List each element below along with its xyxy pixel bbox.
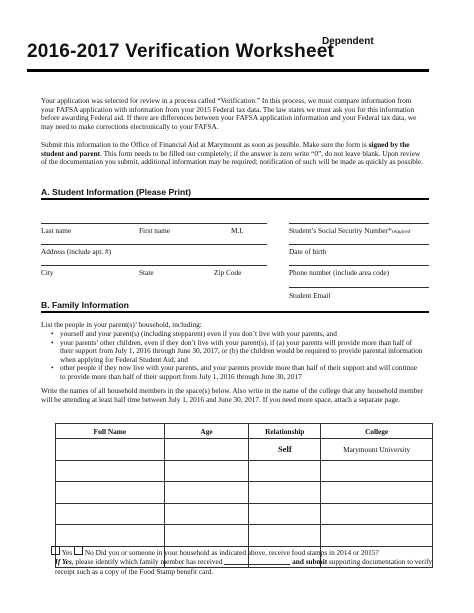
section-b-rule xyxy=(41,311,429,313)
intro-p2-bold: signed by the student and parent xyxy=(41,140,410,158)
cell-relationship[interactable] xyxy=(249,482,321,504)
phone-label: Phone number (include area code) xyxy=(289,268,390,277)
cell-college[interactable] xyxy=(321,482,433,504)
if-yes-label: If Yes xyxy=(55,557,72,566)
col-header-college: College xyxy=(321,424,433,439)
yes-checkbox[interactable] xyxy=(51,546,60,555)
col-header-full-name: Full Name xyxy=(56,424,165,439)
food-stamps-if-yes xyxy=(55,557,433,566)
zip-label: Zip Code xyxy=(214,268,242,277)
address-line[interactable] xyxy=(41,244,267,245)
food-stamps-question-row xyxy=(51,546,431,557)
family-list-intro: List the people in your parent(s)’ household, including: xyxy=(41,320,202,329)
ssn-label-text: Student’s Social Security Number* xyxy=(289,226,392,235)
family-bullets xyxy=(49,330,423,382)
bullet-list xyxy=(49,330,423,382)
intro-p2-text-2: . This form needs to be filled out completely; if the answer is zero write “0”, do not leave blank. Upon review of the documentation you submit, additional information may be required; notification of such will be made as quickly as possible. xyxy=(41,148,423,167)
mi-label: M.I. xyxy=(231,226,244,235)
cell-age[interactable] xyxy=(164,503,249,525)
ssn-line[interactable] xyxy=(289,223,429,224)
email-line[interactable] xyxy=(289,287,429,288)
intro-p2-text: Submit this information to the Office of Financial Aid at Marymount as soon as possible. Make sure the form is xyxy=(41,140,369,149)
cell-full-name[interactable] xyxy=(56,503,165,525)
dob-line[interactable] xyxy=(289,244,429,245)
cell-relationship[interactable] xyxy=(249,460,321,482)
email-label: Student Email xyxy=(289,291,331,300)
bullet-item: • your parents’ other children, even if they don’t live with your parent(s), if (a) your parents will provide more than half of their support from July 1, 2016 through June 30, 2017, or (b) the children would be required to provide parental information when applying for Federal Student Aid, and xyxy=(49,339,423,365)
title-rule xyxy=(27,69,429,72)
section-a-heading: A. Student Information (Please Print) xyxy=(41,187,191,197)
household-instructions: Write the names of all household members in the space(s) below. Also write in the name of the college that any household member will be attending at least half time between July 1, 2016 and June 30, 2017. If you need more space, attach a separate page. xyxy=(41,386,424,404)
dependency-status: Dependent xyxy=(322,36,374,47)
cell-age[interactable] xyxy=(164,525,249,547)
and-label: and xyxy=(292,557,304,566)
section-b-heading: B. Family Information xyxy=(41,300,129,310)
state-label: State xyxy=(139,268,154,277)
cell-college[interactable] xyxy=(321,460,433,482)
cell-full-name[interactable] xyxy=(56,525,165,547)
bullet-item: • other people if they now live with your parents, and your parents provide more than half of their support and will continue to provide more than half of their support from July 1, 2016 through June 30, 2017 xyxy=(49,364,423,381)
first-name-label: First name xyxy=(139,226,171,235)
table-row xyxy=(56,503,433,525)
cell-age[interactable] xyxy=(164,482,249,504)
if-yes-text: , please identify which family member has received xyxy=(71,557,223,566)
table-row xyxy=(56,439,433,461)
dob-label: Date of birth xyxy=(289,247,327,256)
city-label: City xyxy=(41,268,54,277)
cell-full-name[interactable] xyxy=(56,439,165,461)
col-header-relationship: Relationship xyxy=(249,424,321,439)
family-member-field[interactable] xyxy=(224,564,290,565)
no-label: No xyxy=(84,548,94,557)
required-note: required xyxy=(391,229,411,235)
last-name-label: Last name xyxy=(41,226,72,235)
city-line[interactable] xyxy=(41,265,267,266)
cell-relationship[interactable] xyxy=(249,525,321,547)
supporting-docs-text: supporting documentation to verify xyxy=(329,557,433,566)
table-header-row xyxy=(56,424,433,439)
cell-full-name[interactable] xyxy=(56,460,165,482)
cell-age[interactable] xyxy=(164,460,249,482)
table-row xyxy=(56,525,433,547)
submit-label: submit xyxy=(305,557,328,566)
address-label: Address (include apt. #) xyxy=(41,247,112,256)
table-row xyxy=(56,460,433,482)
table-row xyxy=(56,482,433,504)
cell-relationship[interactable]: Self xyxy=(249,439,321,461)
phone-line[interactable] xyxy=(289,265,429,266)
intro-paragraph-1: Your application was selected for review in a process called “Verification.” In this process, we must compare information from your FAFSA application with information from your 2015 Federal tax data. The law states we must ask you for this information before awarding Federal aid. If there are differences between your FAFSA application information and your Federal tax data, we may need to make corrections electronically to your FAFSA. xyxy=(41,96,417,131)
yes-label: Yes xyxy=(61,548,73,557)
cell-age[interactable] xyxy=(164,439,249,461)
name-line[interactable] xyxy=(41,223,267,224)
cell-relationship[interactable] xyxy=(249,503,321,525)
cell-college[interactable] xyxy=(321,503,433,525)
bullet-item: • yourself and your parent(s) (including stepparent) even if you don’t live with your parents, and xyxy=(49,330,423,339)
col-header-age: Age xyxy=(164,424,249,439)
cell-college[interactable]: Marymount University xyxy=(321,439,433,461)
ssn-label xyxy=(289,226,410,235)
cell-full-name[interactable] xyxy=(56,482,165,504)
food-stamps-receipt: receipt such as a copy of the Food Stamp benefit card. xyxy=(55,567,214,576)
section-a-rule xyxy=(41,198,429,200)
food-stamps-question: Did you or someone in your household as indicated above, receive food stamps in 2014 or 2015? xyxy=(95,548,379,557)
intro-paragraph-2 xyxy=(41,141,423,167)
page-title: 2016-2017 Verification Worksheet xyxy=(27,41,335,62)
no-checkbox[interactable] xyxy=(74,546,83,555)
cell-college[interactable] xyxy=(321,525,433,547)
